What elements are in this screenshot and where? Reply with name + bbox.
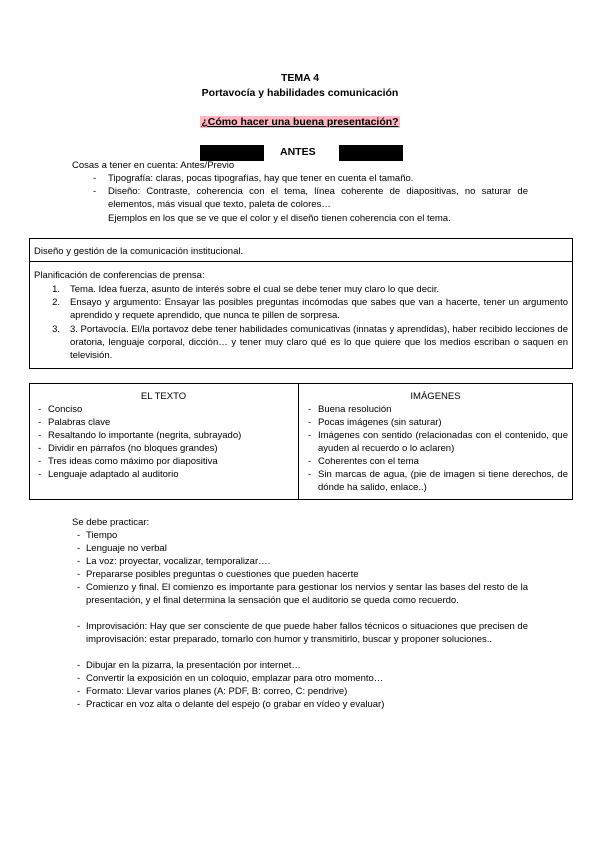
document-title: TEMA 4 xyxy=(280,72,320,84)
dash-marker: - xyxy=(93,173,97,184)
practice-item: Comienzo y final. El comienzo es importante para gestionar los nervios y sentar las bases del resto de la presentación, y el final determina la sensación que el auditorio se queda como recuerdo. xyxy=(86,582,528,606)
practice-item: Convertir la exposición en un coloquio, emplazar para otro momento… xyxy=(86,673,384,684)
practice-intro: Se debe practicar: xyxy=(72,517,150,528)
antes-intro: Cosas a tener en cuenta: Antes/Previo xyxy=(72,160,235,171)
table-header-imagenes: IMÁGENES xyxy=(410,391,461,402)
box-title: Diseño y gestión de la comunicación institucional. xyxy=(34,246,244,257)
section-question xyxy=(0,116,600,128)
dash-marker: - xyxy=(308,469,312,480)
antes-example: Ejemplos en los que se ve que el color y el diseño tienen coherencia con el tema. xyxy=(108,213,451,224)
texto-item: Resaltando lo importante (negrita, subrayado) xyxy=(48,430,242,441)
dash-marker: - xyxy=(308,417,312,428)
dash-marker: - xyxy=(77,699,81,710)
practice-item: Prepararse posibles preguntas o cuestiones que pueden hacerte xyxy=(86,569,359,580)
dash-marker: - xyxy=(38,430,42,441)
imagenes-item: Imágenes con sentido (relacionadas con el contenido, que ayuden al recuerdo o lo aclaren) xyxy=(318,430,568,454)
dash-marker: - xyxy=(77,621,81,632)
texto-item: Palabras clave xyxy=(48,417,111,428)
practice-item: Practicar en voz alta o delante del espejo (o grabar en vídeo y evaluar) xyxy=(86,699,385,710)
dash-marker: - xyxy=(38,443,42,454)
practice-item: Improvisación: Hay que ser consciente de que puede haber fallos técnicos o situaciones que precisen de improvisación: estar preparado, tomarlo con humor y transmitirlo, buscar y proponer soluciones.. xyxy=(86,621,528,645)
practice-item: Lenguaje no verbal xyxy=(86,543,167,554)
imagenes-item: Buena resolución xyxy=(318,404,392,415)
dash-marker: - xyxy=(308,456,312,467)
dash-marker: - xyxy=(77,660,81,671)
texto-item: Conciso xyxy=(48,404,83,415)
press-item-tema: Tema. Idea fuerza, asunto de interés sobre el cual se debe tener muy claro lo que decir. xyxy=(70,284,440,295)
dash-marker: - xyxy=(77,686,81,697)
imagenes-item: Coherentes con el tema xyxy=(318,456,419,467)
texto-item: Tres ideas como máximo por diapositiva xyxy=(48,456,218,467)
antes-item-design: Diseño: Contraste, coherencia con el tema, línea coherente de diapositivas, no saturar de elementos, más visual que texto, paleta de colores… xyxy=(108,186,528,210)
dash-marker: - xyxy=(308,430,312,441)
practice-item: La voz: proyectar, vocalizar, temporalizar…. xyxy=(86,556,271,567)
dash-marker: - xyxy=(308,404,312,415)
dash-marker: - xyxy=(77,556,81,567)
box-divider xyxy=(29,261,573,262)
practice-item: Dibujar en la pizarra, la presentación por internet… xyxy=(86,660,301,671)
dash-marker: - xyxy=(93,186,97,197)
imagenes-item: Sin marcas de agua, (pie de imagen si tiene derechos, de dónde ha salido, enlace..) xyxy=(318,469,568,493)
redaction-bar-right xyxy=(339,145,403,161)
dash-marker: - xyxy=(38,469,42,480)
dash-marker: - xyxy=(77,569,81,580)
dash-marker: - xyxy=(77,673,81,684)
dash-marker: - xyxy=(77,530,81,541)
antes-item-typography: Tipografía: claras, pocas tipografías, hay que tener en cuenta el tamaño. xyxy=(108,173,414,184)
question-text: ¿Cómo hacer una buena presentación? xyxy=(201,116,399,128)
dash-marker: - xyxy=(77,582,81,593)
practice-item: Formato: Llevar varios planes (A: PDF, B: correo, C: pendrive) xyxy=(86,686,348,697)
dash-marker: - xyxy=(38,456,42,467)
press-conference-intro: Planificación de conferencias de prensa: xyxy=(34,270,205,281)
dash-marker: - xyxy=(77,543,81,554)
dash-marker: - xyxy=(38,417,42,428)
press-item-ensayo: Ensayo y argumento: Ensayar las posibles preguntas incómodas que sabes que van a hacerte, tener un argumento aprendido y requete aprendido, que nunca te pillen de sorpresa. xyxy=(70,297,568,321)
press-item-portavocia: 3. Portavocía. El/la portavoz debe tener habilidades comunicativas (innatas y aprendidas), haber recibido lecciones de oratoria, lenguaje corporal, dicción… y tener muy claro qué es lo que quiere que los medios escriban o saquen en televisión. xyxy=(70,324,568,361)
document-subtitle: Portavocía y habilidades comunicación xyxy=(201,87,399,99)
dash-marker: - xyxy=(38,404,42,415)
list-number: 2. xyxy=(52,297,60,308)
practice-item: Tiempo xyxy=(86,530,118,541)
texto-item: Dividir en párrafos (no bloques grandes) xyxy=(48,443,218,454)
imagenes-item: Pocas imágenes (sin saturar) xyxy=(318,417,442,428)
antes-heading: ANTES xyxy=(280,146,316,158)
list-number: 3. xyxy=(52,324,60,335)
texto-item: Lenguaje adaptado al auditorio xyxy=(48,469,179,480)
table-header-texto: EL TEXTO xyxy=(140,391,187,402)
list-number: 1. xyxy=(52,284,60,295)
